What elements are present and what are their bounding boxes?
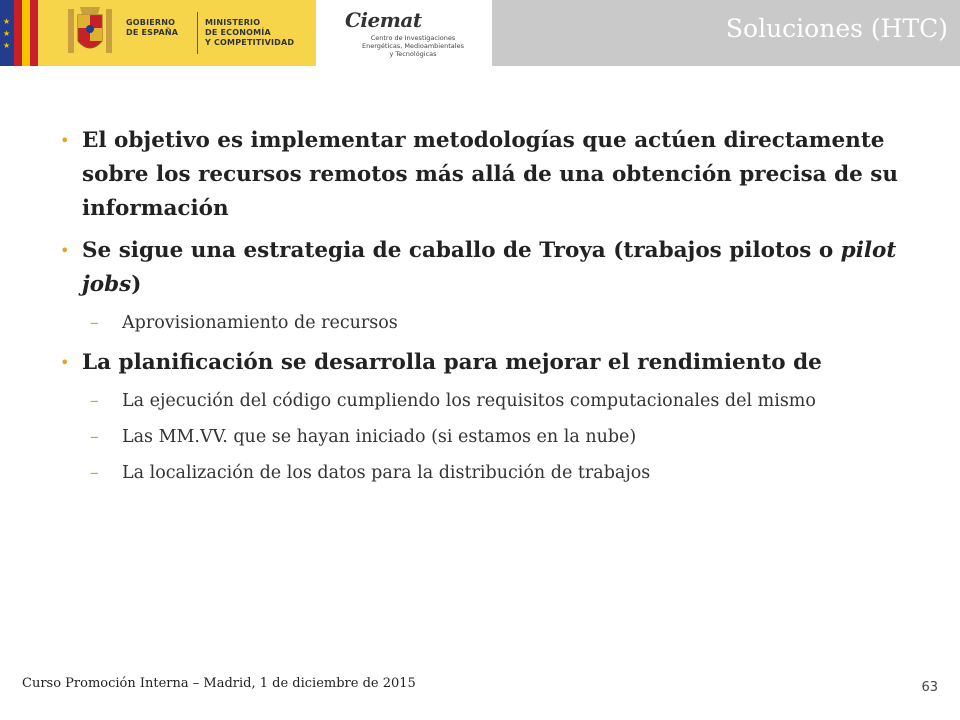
slide-header <box>0 0 960 66</box>
dash-icon: – <box>90 313 99 333</box>
bullet-text: La planificación se desarrolla para mejorar el rendimiento de <box>82 350 822 375</box>
bullet-icon: • <box>60 241 70 260</box>
bullet-planning <box>56 346 916 380</box>
bullet-icon: • <box>60 131 70 150</box>
ministerio-text: MINISTERIO DE ECONOMÍA Y COMPETITIVIDAD <box>205 18 295 47</box>
sub-bullet-data-location <box>56 460 916 487</box>
dash-icon: – <box>90 463 99 483</box>
slide-title: Soluciones (HTC) <box>725 14 948 43</box>
title-band <box>492 0 960 66</box>
sub-bullet-vms <box>56 424 916 451</box>
bullet-strategy <box>56 234 916 302</box>
slide-content <box>56 124 916 496</box>
ciemat-logo: Ciemat <box>345 8 422 32</box>
coat-of-arms-icon <box>62 5 118 61</box>
dash-icon: – <box>90 391 99 411</box>
sub-bullet-code-execution <box>56 388 916 415</box>
sub-bullet-text: Las MM.VV. que se hayan iniciado (si estamos en la nube) <box>122 427 637 447</box>
eu-spain-flag-icon: ★ ★ ★ <box>0 0 38 66</box>
bullet-text-end: ) <box>131 272 142 297</box>
sub-bullet-text: Aprovisionamiento de recursos <box>122 313 398 333</box>
page-number: 63 <box>921 680 938 695</box>
logo-divider <box>197 12 198 54</box>
gobierno-de-espana-text: GOBIERNO DE ESPAÑA <box>126 18 179 37</box>
sub-bullet-provisioning <box>56 310 916 337</box>
bullet-objective <box>56 124 916 226</box>
bullet-text: El objetivo es implementar metodologías que actúen directamente sobre los recursos remotos más allá de una obtención precisa de su información <box>82 128 899 221</box>
dash-icon: – <box>90 427 99 447</box>
sub-bullet-text: La localización de los datos para la distribución de trabajos <box>122 463 651 483</box>
bullet-text: Se sigue una estrategia de caballo de Troya (trabajos pilotos o <box>82 238 841 263</box>
ciemat-subtitle: Centro de Investigaciones Energéticas, Medioambientales y Tecnológicas <box>362 34 464 58</box>
sub-bullet-text: La ejecución del código cumpliendo los requisitos computacionales del mismo <box>122 391 816 411</box>
bullet-icon: • <box>60 353 70 372</box>
pilot-jobs-italic: pilot jobs <box>82 238 897 297</box>
footer-course: Curso Promoción Interna – Madrid, 1 de diciembre de 2015 <box>22 676 416 691</box>
